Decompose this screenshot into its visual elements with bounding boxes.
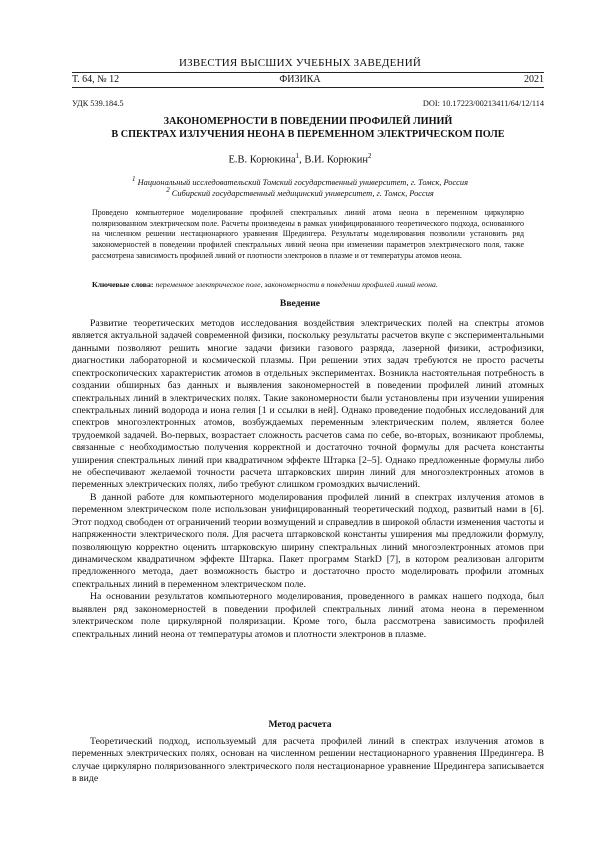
author-1-affiliation-mark: 1 [295,152,300,160]
affiliation-2-text: Сибирский государственный медицинский университет, г. Томск, Россия [169,188,434,198]
author-1-name: Е.В. Корюкина [228,154,296,166]
doi-text: DOI: 10.17223/00213411/64/12/114 [422,99,544,108]
author-separator: , [299,154,305,166]
affiliation-2-mark: 2 [166,186,170,194]
introduction-paragraph-2: В данной работе для компьютерного моделирования профилей линий в спектрах излучения атомов в переменном электрическом поле использован унифицированный теоретический подход, развитый нами в [6]. Этот подход свободен от ограничений теории возмущений и справедлив в широкой области изменения частоты и напряженности электрического поля. Для расчета штарковской константы уширения мы предложили формулу, позволяющую корректно оценить штарковскую ширину спектральных линий многоэлектронных атомов при динамическом квадратичном эффекте Штарка. Пакет программ StarkD [7], в котором реализован алгоритм предложенного метода, дает возможность быстро и достаточно просто моделировать профили атомных спектральных линий в переменном электрическом поле. [72,491,544,590]
volume-issue: Т. 64, № 12 [72,74,120,85]
header-rule-top [72,72,544,73]
keywords-value: переменное электрическое поле, закономерности в поведении профилей линий неона. [153,280,438,289]
section-heading-introduction: Введение [279,298,321,309]
author-2-name: В.И. Корюкин [304,154,368,166]
introduction-paragraph-1: Развитие теоретических методов исследования воздействия электрических полей на спектры атомов является актуальной задачей современной физики, поскольку результаты расчетов вкупе с экспериментальными данными позволяют решить многие задачи физики газового разряда, лазерной физики, астрофизики, диагностики лабораторной и космической плазмы. При решении этих задач требуются не просто расчеты спектроскопических характеристик атомов в отдельных экспериментах. Возникла настоятельная потребность в создании обширных баз данных и выявления закономерностей в поведении профилей линий атомных спектральных линий в электрических полях. Такие закономерности были установлены при изучении уширения спектральных линий водорода и иона гелия [1 и ссылки в ней]. Однако проведение подобных исследований для спектров многоэлектронных атомов, возбуждаемых переменным электрическим полем, является более трудоемкой задачей. Во-первых, возрастает сложность расчетов сама по себе, во-вторых, возникают проблемы, связанные с необходимостью получения корректной и достаточно точной формулы для расчета константы уширения спектральных линий при квадратичном эффекте Штарка [2–5]. Однако предложенные формулы либо не обеспечивают желаемой точности расчета штарковских ширин линий для многоэлектронных атомов в переменных электрических полях, либо требуют слишком громоздких вычислений. [72,318,544,491]
title-line-1: ЗАКОНОМЕРНОСТИ В ПОВЕДЕНИИ ПРОФИЛЕЙ ЛИНИЙ [163,116,453,127]
publication-year: 2021 [524,74,544,85]
keywords-line [92,280,524,289]
introduction-body [72,318,544,641]
journal-section: ФИЗИКА [279,74,321,85]
article-title [72,115,544,141]
authors-line [0,152,600,166]
title-line-2: В СПЕКТРАХ ИЗЛУЧЕНИЯ НЕОНА В ПЕРЕМЕННОМ ЭЛЕКТРИЧЕСКОМ ПОЛЕ [111,129,505,140]
section-heading-method: Метод расчета [268,719,332,730]
introduction-paragraph-3: На основании результатов компьютерного моделирования, проведенного в рамках нашего подхода, был выявлен ряд закономерностей в поведении профилей спектральных линий атома неона в переменном электрическом поле циркулярной поляризации. Кроме того, была рассмотрена зависимость профилей спектральных линий неона от температуры атомов и плотности электронов в плазме. [72,591,544,640]
keywords-label: Ключевые слова: [92,280,154,289]
method-paragraph-1: Теоретический подход, используемый для расчета профилей линий в спектрах излучения атомов в переменных электрических полях, основан на численном решении нестационарного уравнения Шредингера. В случае циркулярно поляризованного электрического поля нестационарное уравнение Шредингера записывается в виде [72,736,544,785]
journal-title: ИЗВЕСТИЯ ВЫСШИХ УЧЕБНЫХ ЗАВЕДЕНИЙ [179,57,421,69]
abstract-text: Проведено компьютерное моделирование профилей спектральных линий атома неона в переменном циркулярно поляризованном электрическом поле. Расчеты произведены в рамках унифицированного теоретического подхода, основанного на численном решении нестационарного уравнения Шредингера. Результаты моделирования позволили установить ряд закономерностей в поведении профилей спектральных линий неона при изменении параметров электрического поля, также рассмотрена зависимость профилей линий от плотности электронов в плазме и от температуры атомов неона. [92,208,524,260]
author-2-affiliation-mark: 2 [368,152,372,160]
affiliation-1-text: Национальный исследовательский Томский государственный университет, г. Томск, Россия [135,177,468,187]
method-body [72,736,544,786]
affiliation-2 [0,186,600,198]
header-rule-bottom [72,87,544,88]
affiliation-1-mark: 1 [132,175,136,183]
udk-code: УДК 539.184.5 [72,99,124,108]
